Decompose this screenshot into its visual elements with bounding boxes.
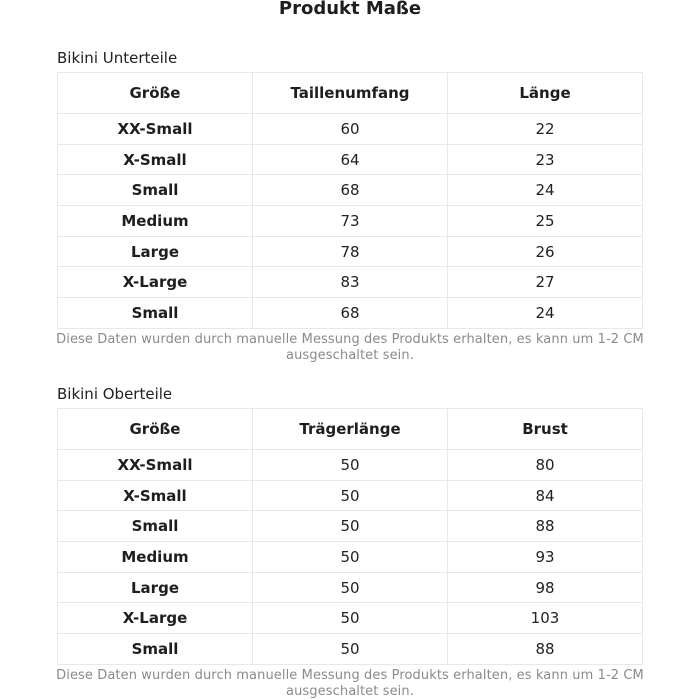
value-cell: 68 — [253, 175, 448, 206]
value-cell: 50 — [253, 542, 448, 573]
size-cell: XX-Small — [58, 114, 253, 145]
size-cell: Medium — [58, 206, 253, 237]
value-cell: 83 — [253, 267, 448, 298]
table-row — [58, 236, 643, 267]
size-cell: X-Small — [58, 144, 253, 175]
table-row — [58, 542, 643, 573]
size-cell: Medium — [58, 542, 253, 573]
table-row — [58, 206, 643, 237]
table-row — [58, 114, 643, 145]
value-cell: 50 — [253, 450, 448, 481]
value-cell: 88 — [448, 634, 643, 665]
table-row — [58, 634, 643, 665]
measurement-note: Diese Daten wurden durch manuelle Messung des Produkts erhalten, es kann um 1-2 CM ausgeschaltet sein. — [56, 331, 644, 363]
value-cell: 98 — [448, 572, 643, 603]
table-row — [58, 175, 643, 206]
section-bikini-bottoms — [57, 48, 643, 364]
value-cell: 78 — [253, 236, 448, 267]
size-table — [57, 72, 643, 329]
value-cell: 50 — [253, 603, 448, 634]
size-cell: X-Large — [58, 267, 253, 298]
value-cell: 73 — [253, 206, 448, 237]
value-cell: 27 — [448, 267, 643, 298]
table-row — [58, 480, 643, 511]
size-cell: XX-Small — [58, 450, 253, 481]
value-cell: 25 — [448, 206, 643, 237]
column-header: Größe — [58, 73, 253, 114]
size-table — [57, 408, 643, 665]
value-cell: 84 — [448, 480, 643, 511]
value-cell: 103 — [448, 603, 643, 634]
size-cell: Small — [58, 298, 253, 329]
table-row — [58, 298, 643, 329]
value-cell: 80 — [448, 450, 643, 481]
table-row — [58, 144, 643, 175]
table-header-row — [58, 409, 643, 450]
value-cell: 88 — [448, 511, 643, 542]
value-cell: 64 — [253, 144, 448, 175]
column-header: Trägerlänge — [253, 409, 448, 450]
value-cell: 50 — [253, 572, 448, 603]
table-row — [58, 572, 643, 603]
value-cell: 68 — [253, 298, 448, 329]
size-cell: Small — [58, 175, 253, 206]
column-header: Taillenumfang — [253, 73, 448, 114]
column-header: Länge — [448, 73, 643, 114]
value-cell: 24 — [448, 175, 643, 206]
value-cell: 50 — [253, 511, 448, 542]
table-row — [58, 450, 643, 481]
size-cell: Small — [58, 511, 253, 542]
table-row — [58, 511, 643, 542]
value-cell: 26 — [448, 236, 643, 267]
value-cell: 22 — [448, 114, 643, 145]
section-bikini-tops — [57, 384, 643, 700]
column-header: Brust — [448, 409, 643, 450]
value-cell: 93 — [448, 542, 643, 573]
table-row — [58, 603, 643, 634]
section-title: Bikini Oberteile — [57, 385, 173, 403]
table-header-row — [58, 73, 643, 114]
value-cell: 60 — [253, 114, 448, 145]
page-title: Produkt Maße — [278, 0, 422, 19]
value-cell: 23 — [448, 144, 643, 175]
column-header: Größe — [58, 409, 253, 450]
measurement-note: Diese Daten wurden durch manuelle Messung des Produkts erhalten, es kann um 1-2 CM ausgeschaltet sein. — [56, 667, 644, 699]
value-cell: 24 — [448, 298, 643, 329]
size-cell: Small — [58, 634, 253, 665]
size-cell: Large — [58, 572, 253, 603]
value-cell: 50 — [253, 634, 448, 665]
size-cell: X-Small — [58, 480, 253, 511]
size-cell: X-Large — [58, 603, 253, 634]
value-cell: 50 — [253, 480, 448, 511]
table-row — [58, 267, 643, 298]
section-title: Bikini Unterteile — [57, 49, 178, 67]
size-cell: Large — [58, 236, 253, 267]
